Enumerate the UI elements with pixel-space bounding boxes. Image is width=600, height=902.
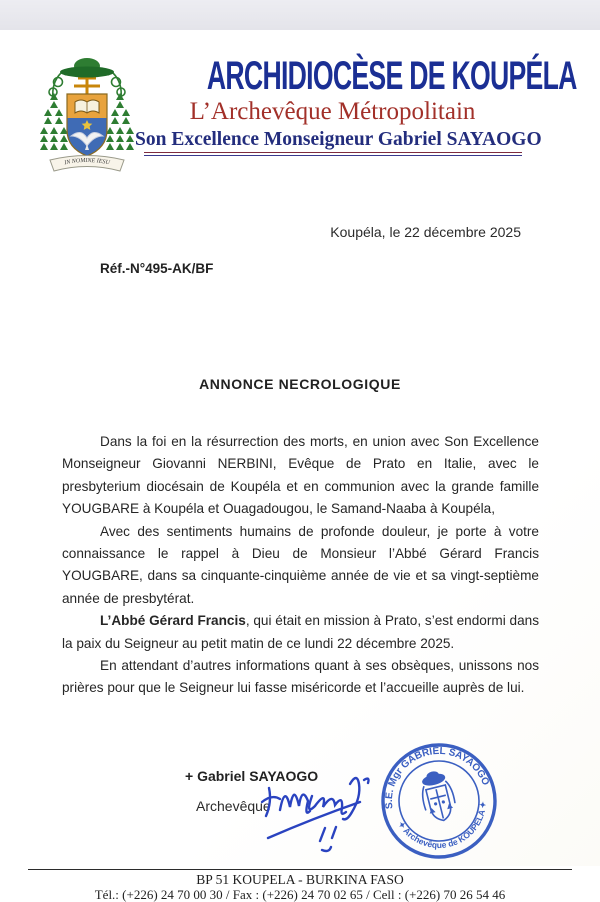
archdiocese-title: ARCHIDIOCÈSE DE KOUPÉLA bbox=[206, 53, 577, 98]
paragraph-4: En attendant d’autres informations quant à ses obsèques, unissons nos prières pour que le Seigneur lui fasse miséricorde et l’accueille auprès de lui. bbox=[62, 658, 539, 696]
reference-number: Réf.-N°495-AK/BF bbox=[100, 261, 214, 276]
stamp-bottom-text: ✦ Archevêque de KOUPELA ✦ bbox=[395, 800, 489, 851]
archbishop-subtitle: L’Archevêque Métropolitain bbox=[189, 98, 476, 125]
archdiocese-coat-of-arms bbox=[36, 52, 138, 182]
letter-body bbox=[62, 431, 539, 700]
deceased-name: L’Abbé Gérard Francis bbox=[100, 613, 246, 629]
open-book-icon bbox=[75, 100, 99, 113]
paragraph-3-rest: , qui était en mission à Prato, s’est endormi dans la paix du Seigneur au petit matin de ce lundi 22 décembre 2025. bbox=[62, 613, 539, 651]
paragraph-1: Dans la foi en la résurrection des morts, en union avec Son Excellence Monseigneur Giovanni NERBINI, Evêque de Prato en Italie, avec le presbyterium diocésain de Koupéla et en communion avec la grande famille YOUGBARE à Koupéla et Ouagadougou, le Samand-Naaba à Koupéla, bbox=[62, 434, 539, 517]
crest-motto-text: IN NOMINE IESU bbox=[63, 157, 111, 167]
signatory-title: Archevêque bbox=[196, 798, 271, 814]
footer-address: BP 51 KOUPELA - BURKINA FASO bbox=[196, 872, 404, 887]
letter-page bbox=[0, 30, 600, 902]
stamp-crest-icon bbox=[417, 769, 459, 824]
subject-title: ANNONCE NECROLOGIQUE bbox=[199, 376, 401, 392]
crest-motto-banner bbox=[50, 156, 124, 172]
date-line: Koupéla, le 22 décembre 2025 bbox=[330, 224, 521, 240]
stamp-top-text: S.E. Mgr GABRIEL SAYAOGO bbox=[383, 745, 492, 810]
paragraph-3 bbox=[62, 610, 539, 655]
footer-contacts: Tél.: (+226) 24 70 00 30 / Fax : (+226) 24 70 02 65 / Cell : (+226) 70 26 54 46 bbox=[94, 887, 506, 902]
signatory-name: + Gabriel SAYAOGO bbox=[185, 768, 319, 784]
scan-edge-strip bbox=[0, 0, 600, 30]
letterhead bbox=[135, 53, 577, 156]
excellence-subtitle: Son Excellence Monseigneur Gabriel SAYAOGO bbox=[135, 129, 542, 150]
episcopal-stamp bbox=[379, 740, 499, 862]
header-double-rule bbox=[144, 152, 522, 156]
crest-shield bbox=[67, 94, 107, 156]
paragraph-2: Avec des sentiments humains de profonde douleur, je porte à votre connaissance le rappel à Dieu de Monsieur l’Abbé Gérard Francis YOUGBARE, dans sa cinquante-cinquième année de vie et sa vingt-septième année de presbytérat. bbox=[62, 523, 539, 606]
footer-rule bbox=[28, 869, 572, 870]
galero-hat-icon bbox=[60, 58, 114, 78]
handwritten-signature bbox=[252, 746, 387, 861]
footer bbox=[0, 872, 600, 902]
